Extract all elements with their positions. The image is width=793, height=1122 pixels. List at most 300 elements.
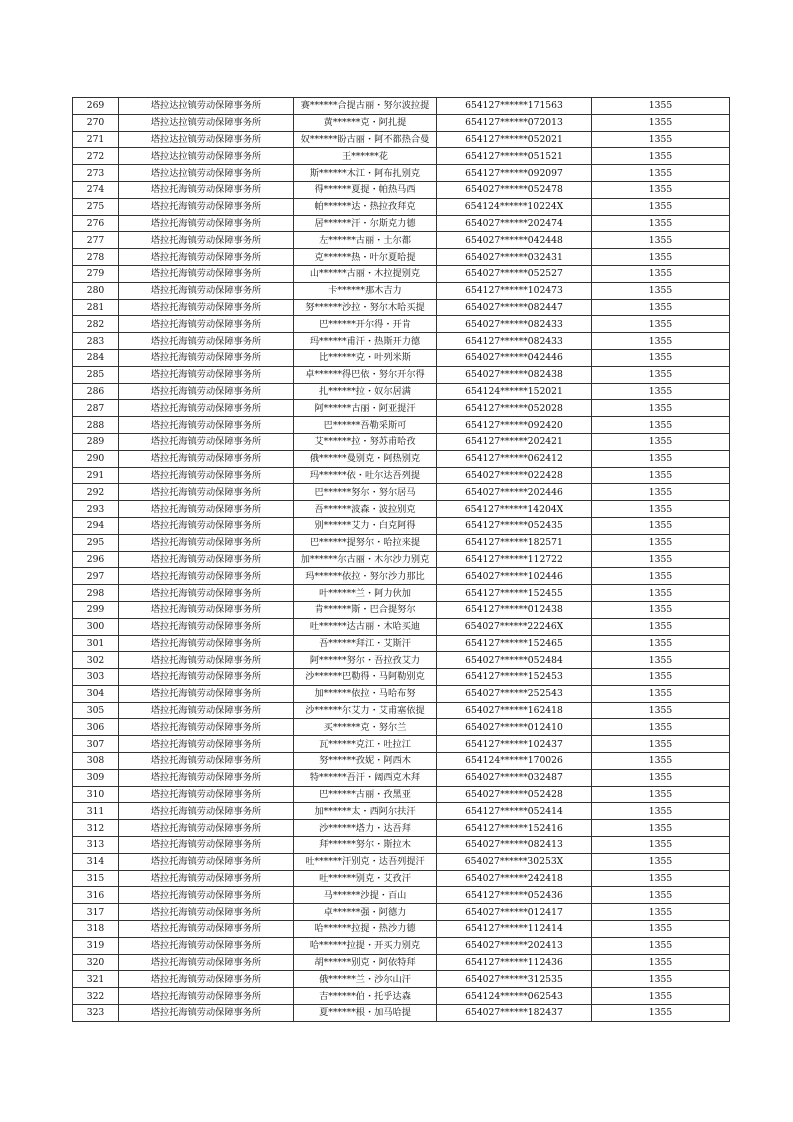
office-name-cell: 塔拉托海镇劳动保障事务所	[119, 433, 294, 450]
office-name-cell: 塔拉托海镇劳动保障事务所	[119, 635, 294, 652]
amount-cell: 1355	[592, 601, 730, 618]
table-row	[73, 702, 730, 719]
amount-cell: 1355	[592, 484, 730, 501]
office-name-cell: 塔拉托海镇劳动保障事务所	[119, 921, 294, 938]
person-name-cell: 王******花	[294, 148, 437, 165]
row-number-cell: 276	[73, 215, 119, 232]
id-number-cell: 654027******252543	[437, 685, 592, 702]
person-name-cell: 努******沙拉・努尔木哈买提	[294, 299, 437, 316]
id-number-cell: 654127******112722	[437, 551, 592, 568]
amount-cell: 1355	[592, 837, 730, 854]
id-number-cell: 654027******012417	[437, 904, 592, 921]
person-name-cell: 得******夏提・帕热马西	[294, 181, 437, 198]
amount-cell: 1355	[592, 652, 730, 669]
table-row	[73, 98, 730, 115]
office-name-cell: 塔拉托海镇劳动保障事务所	[119, 954, 294, 971]
row-number-cell: 318	[73, 921, 119, 938]
amount-cell: 1355	[592, 299, 730, 316]
table-row	[73, 114, 730, 131]
table-row	[73, 585, 730, 602]
amount-cell: 1355	[592, 349, 730, 366]
row-number-cell: 302	[73, 652, 119, 669]
document-page	[72, 97, 729, 1022]
id-number-cell: 654027******082413	[437, 837, 592, 854]
office-name-cell: 塔拉托海镇劳动保障事务所	[119, 316, 294, 333]
table-row	[73, 165, 730, 182]
person-name-cell: 胡******别克・阿依特拜	[294, 954, 437, 971]
table-row	[73, 1005, 730, 1022]
table-row	[73, 618, 730, 635]
amount-cell: 1355	[592, 853, 730, 870]
row-number-cell: 310	[73, 786, 119, 803]
office-name-cell: 塔拉托海镇劳动保障事务所	[119, 181, 294, 198]
office-name-cell: 塔拉托海镇劳动保障事务所	[119, 937, 294, 954]
person-name-cell: 巴******古丽・孜黑亚	[294, 786, 437, 803]
id-number-cell: 654127******082433	[437, 333, 592, 350]
office-name-cell: 塔拉托海镇劳动保障事务所	[119, 719, 294, 736]
table-row	[73, 551, 730, 568]
office-name-cell: 塔拉托海镇劳动保障事务所	[119, 383, 294, 400]
person-name-cell: 加******太・西阿尔扶汗	[294, 803, 437, 820]
row-number-cell: 320	[73, 954, 119, 971]
office-name-cell: 塔拉托海镇劳动保障事务所	[119, 769, 294, 786]
row-number-cell: 294	[73, 517, 119, 534]
row-number-cell: 283	[73, 333, 119, 350]
office-name-cell: 塔拉托海镇劳动保障事务所	[119, 215, 294, 232]
office-name-cell: 塔拉托海镇劳动保障事务所	[119, 803, 294, 820]
row-number-cell: 316	[73, 887, 119, 904]
table-row	[73, 450, 730, 467]
person-name-cell: 沙******塔力・达吾拜	[294, 820, 437, 837]
id-number-cell: 654027******022428	[437, 467, 592, 484]
table-row	[73, 467, 730, 484]
person-name-cell: 阿******古丽・阿亚提汗	[294, 400, 437, 417]
row-number-cell: 286	[73, 383, 119, 400]
amount-cell: 1355	[592, 534, 730, 551]
row-number-cell: 296	[73, 551, 119, 568]
person-name-cell: 巴******提努尔・哈拉来提	[294, 534, 437, 551]
person-name-cell: 玛******甫汗・热斯开力德	[294, 333, 437, 350]
amount-cell: 1355	[592, 769, 730, 786]
amount-cell: 1355	[592, 585, 730, 602]
person-name-cell: 吾******拜江・艾斯汗	[294, 635, 437, 652]
person-name-cell: 巴******吾勒采斯可	[294, 417, 437, 434]
row-number-cell: 309	[73, 769, 119, 786]
person-name-cell: 哈******拉提・热沙力德	[294, 921, 437, 938]
person-name-cell: 扎******拉・奴尔居满	[294, 383, 437, 400]
row-number-cell: 270	[73, 114, 119, 131]
id-number-cell: 654127******112436	[437, 954, 592, 971]
person-name-cell: 瓦******克江・吐拉江	[294, 736, 437, 753]
person-name-cell: 加******尔古丽・木尔沙力别克	[294, 551, 437, 568]
row-number-cell: 319	[73, 937, 119, 954]
id-number-cell: 654027******082447	[437, 299, 592, 316]
table-row	[73, 837, 730, 854]
amount-cell: 1355	[592, 232, 730, 249]
office-name-cell: 塔拉托海镇劳动保障事务所	[119, 366, 294, 383]
amount-cell: 1355	[592, 316, 730, 333]
table-row	[73, 719, 730, 736]
id-number-cell: 654027******162418	[437, 702, 592, 719]
office-name-cell: 塔拉托海镇劳动保障事务所	[119, 820, 294, 837]
table-row	[73, 383, 730, 400]
office-name-cell: 塔拉托海镇劳动保障事务所	[119, 1005, 294, 1022]
table-row	[73, 148, 730, 165]
amount-cell: 1355	[592, 736, 730, 753]
table-row	[73, 484, 730, 501]
person-name-cell: 居******汗・尔斯克力德	[294, 215, 437, 232]
table-row	[73, 232, 730, 249]
office-name-cell: 塔拉达拉镇劳动保障事务所	[119, 131, 294, 148]
row-number-cell: 301	[73, 635, 119, 652]
amount-cell: 1355	[592, 669, 730, 686]
row-number-cell: 315	[73, 870, 119, 887]
office-name-cell: 塔拉托海镇劳动保障事务所	[119, 652, 294, 669]
id-number-cell: 654027******312535	[437, 971, 592, 988]
office-name-cell: 塔拉托海镇劳动保障事务所	[119, 585, 294, 602]
row-number-cell: 279	[73, 265, 119, 282]
amount-cell: 1355	[592, 685, 730, 702]
table-row	[73, 971, 730, 988]
row-number-cell: 269	[73, 98, 119, 115]
table-row	[73, 736, 730, 753]
office-name-cell: 塔拉托海镇劳动保障事务所	[119, 349, 294, 366]
subsidy-table	[72, 97, 730, 1022]
id-number-cell: 654127******052021	[437, 131, 592, 148]
table-row	[73, 904, 730, 921]
row-number-cell: 274	[73, 181, 119, 198]
id-number-cell: 654127******14204X	[437, 501, 592, 518]
row-number-cell: 300	[73, 618, 119, 635]
id-number-cell: 654027******042446	[437, 349, 592, 366]
person-name-cell: 努******孜妮・阿西木	[294, 753, 437, 770]
office-name-cell: 塔拉托海镇劳动保障事务所	[119, 837, 294, 854]
id-number-cell: 654127******152416	[437, 820, 592, 837]
person-name-cell: 玛******依拉・努尔沙力那比	[294, 568, 437, 585]
row-number-cell: 284	[73, 349, 119, 366]
row-number-cell: 298	[73, 585, 119, 602]
table-row	[73, 501, 730, 518]
office-name-cell: 塔拉托海镇劳动保障事务所	[119, 467, 294, 484]
id-number-cell: 654127******052028	[437, 400, 592, 417]
row-number-cell: 288	[73, 417, 119, 434]
amount-cell: 1355	[592, 803, 730, 820]
person-name-cell: 山******古丽・木拉提别克	[294, 265, 437, 282]
id-number-cell: 654027******242418	[437, 870, 592, 887]
person-name-cell: 阿******努尔・吾拉孜艾力	[294, 652, 437, 669]
person-name-cell: 卓******强・阿德力	[294, 904, 437, 921]
row-number-cell: 321	[73, 971, 119, 988]
amount-cell: 1355	[592, 618, 730, 635]
table-row	[73, 870, 730, 887]
amount-cell: 1355	[592, 198, 730, 215]
table-row	[73, 265, 730, 282]
amount-cell: 1355	[592, 568, 730, 585]
office-name-cell: 塔拉托海镇劳动保障事务所	[119, 501, 294, 518]
id-number-cell: 654027******052428	[437, 786, 592, 803]
table-row	[73, 601, 730, 618]
office-name-cell: 塔拉托海镇劳动保障事务所	[119, 685, 294, 702]
id-number-cell: 654027******22246X	[437, 618, 592, 635]
row-number-cell: 311	[73, 803, 119, 820]
amount-cell: 1355	[592, 282, 730, 299]
amount-cell: 1355	[592, 1005, 730, 1022]
office-name-cell: 塔拉托海镇劳动保障事务所	[119, 988, 294, 1005]
person-name-cell: 奴******盼古丽・阿不都热合曼	[294, 131, 437, 148]
id-number-cell: 654124******170026	[437, 753, 592, 770]
person-name-cell: 吉******伯・托乎达森	[294, 988, 437, 1005]
office-name-cell: 塔拉托海镇劳动保障事务所	[119, 702, 294, 719]
id-number-cell: 654027******052478	[437, 181, 592, 198]
table-row	[73, 954, 730, 971]
amount-cell: 1355	[592, 131, 730, 148]
amount-cell: 1355	[592, 165, 730, 182]
id-number-cell: 654127******062412	[437, 450, 592, 467]
office-name-cell: 塔拉托海镇劳动保障事务所	[119, 618, 294, 635]
amount-cell: 1355	[592, 467, 730, 484]
amount-cell: 1355	[592, 887, 730, 904]
person-name-cell: 黄******克・阿扎提	[294, 114, 437, 131]
amount-cell: 1355	[592, 383, 730, 400]
table-row	[73, 853, 730, 870]
amount-cell: 1355	[592, 820, 730, 837]
person-name-cell: 俄******兰・沙尔山汗	[294, 971, 437, 988]
amount-cell: 1355	[592, 702, 730, 719]
amount-cell: 1355	[592, 921, 730, 938]
row-number-cell: 291	[73, 467, 119, 484]
person-name-cell: 左******古丽・土尔都	[294, 232, 437, 249]
amount-cell: 1355	[592, 786, 730, 803]
row-number-cell: 278	[73, 249, 119, 266]
id-number-cell: 654127******052436	[437, 887, 592, 904]
row-number-cell: 304	[73, 685, 119, 702]
amount-cell: 1355	[592, 937, 730, 954]
amount-cell: 1355	[592, 904, 730, 921]
office-name-cell: 塔拉托海镇劳动保障事务所	[119, 753, 294, 770]
person-name-cell: 卡******那木吉力	[294, 282, 437, 299]
row-number-cell: 290	[73, 450, 119, 467]
row-number-cell: 272	[73, 148, 119, 165]
id-number-cell: 654127******102437	[437, 736, 592, 753]
row-number-cell: 312	[73, 820, 119, 837]
table-row	[73, 299, 730, 316]
table-row	[73, 937, 730, 954]
table-row	[73, 769, 730, 786]
office-name-cell: 塔拉托海镇劳动保障事务所	[119, 534, 294, 551]
office-name-cell: 塔拉托海镇劳动保障事务所	[119, 400, 294, 417]
person-name-cell: 吐******别克・艾孜汗	[294, 870, 437, 887]
row-number-cell: 305	[73, 702, 119, 719]
amount-cell: 1355	[592, 501, 730, 518]
row-number-cell: 281	[73, 299, 119, 316]
office-name-cell: 塔拉托海镇劳动保障事务所	[119, 887, 294, 904]
table-row	[73, 685, 730, 702]
person-name-cell: 夏******根・加马哈提	[294, 1005, 437, 1022]
row-number-cell: 314	[73, 853, 119, 870]
row-number-cell: 299	[73, 601, 119, 618]
amount-cell: 1355	[592, 400, 730, 417]
table-row	[73, 181, 730, 198]
amount-cell: 1355	[592, 366, 730, 383]
id-number-cell: 654127******152455	[437, 585, 592, 602]
office-name-cell: 塔拉托海镇劳动保障事务所	[119, 282, 294, 299]
office-name-cell: 塔拉托海镇劳动保障事务所	[119, 971, 294, 988]
table-row	[73, 669, 730, 686]
table-row	[73, 131, 730, 148]
person-name-cell: 特******吾汗・阔西克木拜	[294, 769, 437, 786]
office-name-cell: 塔拉达拉镇劳动保障事务所	[119, 148, 294, 165]
table-row	[73, 282, 730, 299]
id-number-cell: 654027******012410	[437, 719, 592, 736]
amount-cell: 1355	[592, 417, 730, 434]
amount-cell: 1355	[592, 551, 730, 568]
row-number-cell: 297	[73, 568, 119, 585]
office-name-cell: 塔拉托海镇劳动保障事务所	[119, 484, 294, 501]
id-number-cell: 654027******052527	[437, 265, 592, 282]
id-number-cell: 654127******072013	[437, 114, 592, 131]
id-number-cell: 654127******112414	[437, 921, 592, 938]
row-number-cell: 295	[73, 534, 119, 551]
id-number-cell: 654127******012438	[437, 601, 592, 618]
office-name-cell: 塔拉托海镇劳动保障事务所	[119, 450, 294, 467]
id-number-cell: 654127******051521	[437, 148, 592, 165]
id-number-cell: 654124******152021	[437, 383, 592, 400]
id-number-cell: 654127******092097	[437, 165, 592, 182]
office-name-cell: 塔拉托海镇劳动保障事务所	[119, 736, 294, 753]
table-row	[73, 333, 730, 350]
amount-cell: 1355	[592, 249, 730, 266]
amount-cell: 1355	[592, 635, 730, 652]
table-row	[73, 349, 730, 366]
table-row	[73, 198, 730, 215]
person-name-cell: 买******克・努尔兰	[294, 719, 437, 736]
row-number-cell: 289	[73, 433, 119, 450]
table-row	[73, 316, 730, 333]
id-number-cell: 654027******30253X	[437, 853, 592, 870]
row-number-cell: 275	[73, 198, 119, 215]
person-name-cell: 吐******汗别克・达吾列提汗	[294, 853, 437, 870]
row-number-cell: 306	[73, 719, 119, 736]
person-name-cell: 叶******兰・阿力伙加	[294, 585, 437, 602]
person-name-cell: 吾******波森・波拉别克	[294, 501, 437, 518]
row-number-cell: 285	[73, 366, 119, 383]
person-name-cell: 玛******依・吐尔达吾列提	[294, 467, 437, 484]
amount-cell: 1355	[592, 98, 730, 115]
office-name-cell: 塔拉托海镇劳动保障事务所	[119, 568, 294, 585]
person-name-cell: 哈******拉提・开买力别克	[294, 937, 437, 954]
id-number-cell: 654027******042448	[437, 232, 592, 249]
amount-cell: 1355	[592, 181, 730, 198]
office-name-cell: 塔拉托海镇劳动保障事务所	[119, 333, 294, 350]
person-name-cell: 艾******拉・努苏甫哈孜	[294, 433, 437, 450]
id-number-cell: 654027******082433	[437, 316, 592, 333]
id-number-cell: 654127******202421	[437, 433, 592, 450]
office-name-cell: 塔拉托海镇劳动保障事务所	[119, 669, 294, 686]
office-name-cell: 塔拉达拉镇劳动保障事务所	[119, 165, 294, 182]
id-number-cell: 654127******102473	[437, 282, 592, 299]
row-number-cell: 277	[73, 232, 119, 249]
id-number-cell: 654127******182571	[437, 534, 592, 551]
id-number-cell: 654027******202446	[437, 484, 592, 501]
table-row	[73, 249, 730, 266]
id-number-cell: 654027******202413	[437, 937, 592, 954]
row-number-cell: 322	[73, 988, 119, 1005]
id-number-cell: 654127******152453	[437, 669, 592, 686]
person-name-cell: 加******依拉・马哈布努	[294, 685, 437, 702]
row-number-cell: 280	[73, 282, 119, 299]
id-number-cell: 654124******10224X	[437, 198, 592, 215]
person-name-cell: 巴******开尔得・开肯	[294, 316, 437, 333]
id-number-cell: 654127******152465	[437, 635, 592, 652]
person-name-cell: 肯******斯・巴合提努尔	[294, 601, 437, 618]
office-name-cell: 塔拉托海镇劳动保障事务所	[119, 417, 294, 434]
person-name-cell: 帕******达・热拉孜拜克	[294, 198, 437, 215]
table-row	[73, 433, 730, 450]
office-name-cell: 塔拉达拉镇劳动保障事务所	[119, 114, 294, 131]
amount-cell: 1355	[592, 870, 730, 887]
table-row	[73, 517, 730, 534]
person-name-cell: 克******热・叶尔夏哈提	[294, 249, 437, 266]
office-name-cell: 塔拉托海镇劳动保障事务所	[119, 870, 294, 887]
row-number-cell: 273	[73, 165, 119, 182]
row-number-cell: 287	[73, 400, 119, 417]
table-row	[73, 887, 730, 904]
person-name-cell: 比******克・叶列米斯	[294, 349, 437, 366]
id-number-cell: 654027******082438	[437, 366, 592, 383]
person-name-cell: 马******沙提・百山	[294, 887, 437, 904]
amount-cell: 1355	[592, 148, 730, 165]
row-number-cell: 317	[73, 904, 119, 921]
id-number-cell: 654127******052414	[437, 803, 592, 820]
row-number-cell: 313	[73, 837, 119, 854]
row-number-cell: 308	[73, 753, 119, 770]
person-name-cell: 沙******尔艾力・艾甫塞依提	[294, 702, 437, 719]
row-number-cell: 282	[73, 316, 119, 333]
amount-cell: 1355	[592, 988, 730, 1005]
id-number-cell: 654127******052435	[437, 517, 592, 534]
office-name-cell: 塔拉托海镇劳动保障事务所	[119, 232, 294, 249]
id-number-cell: 654027******102446	[437, 568, 592, 585]
id-number-cell: 654027******032487	[437, 769, 592, 786]
row-number-cell: 292	[73, 484, 119, 501]
office-name-cell: 塔拉托海镇劳动保障事务所	[119, 265, 294, 282]
amount-cell: 1355	[592, 753, 730, 770]
table-row	[73, 417, 730, 434]
row-number-cell: 323	[73, 1005, 119, 1022]
id-number-cell: 654127******092420	[437, 417, 592, 434]
office-name-cell: 塔拉托海镇劳动保障事务所	[119, 517, 294, 534]
person-name-cell: 巴******努尔・努尔居马	[294, 484, 437, 501]
amount-cell: 1355	[592, 215, 730, 232]
office-name-cell: 塔拉托海镇劳动保障事务所	[119, 601, 294, 618]
table-row	[73, 534, 730, 551]
amount-cell: 1355	[592, 517, 730, 534]
row-number-cell: 307	[73, 736, 119, 753]
id-number-cell: 654027******052484	[437, 652, 592, 669]
office-name-cell: 塔拉托海镇劳动保障事务所	[119, 786, 294, 803]
amount-cell: 1355	[592, 719, 730, 736]
table-row	[73, 820, 730, 837]
amount-cell: 1355	[592, 265, 730, 282]
amount-cell: 1355	[592, 971, 730, 988]
id-number-cell: 654027******182437	[437, 1005, 592, 1022]
amount-cell: 1355	[592, 333, 730, 350]
table-row	[73, 568, 730, 585]
person-name-cell: 俄******曼别克・阿热别克	[294, 450, 437, 467]
id-number-cell: 654124******062543	[437, 988, 592, 1005]
id-number-cell: 654027******032431	[437, 249, 592, 266]
table-row	[73, 215, 730, 232]
